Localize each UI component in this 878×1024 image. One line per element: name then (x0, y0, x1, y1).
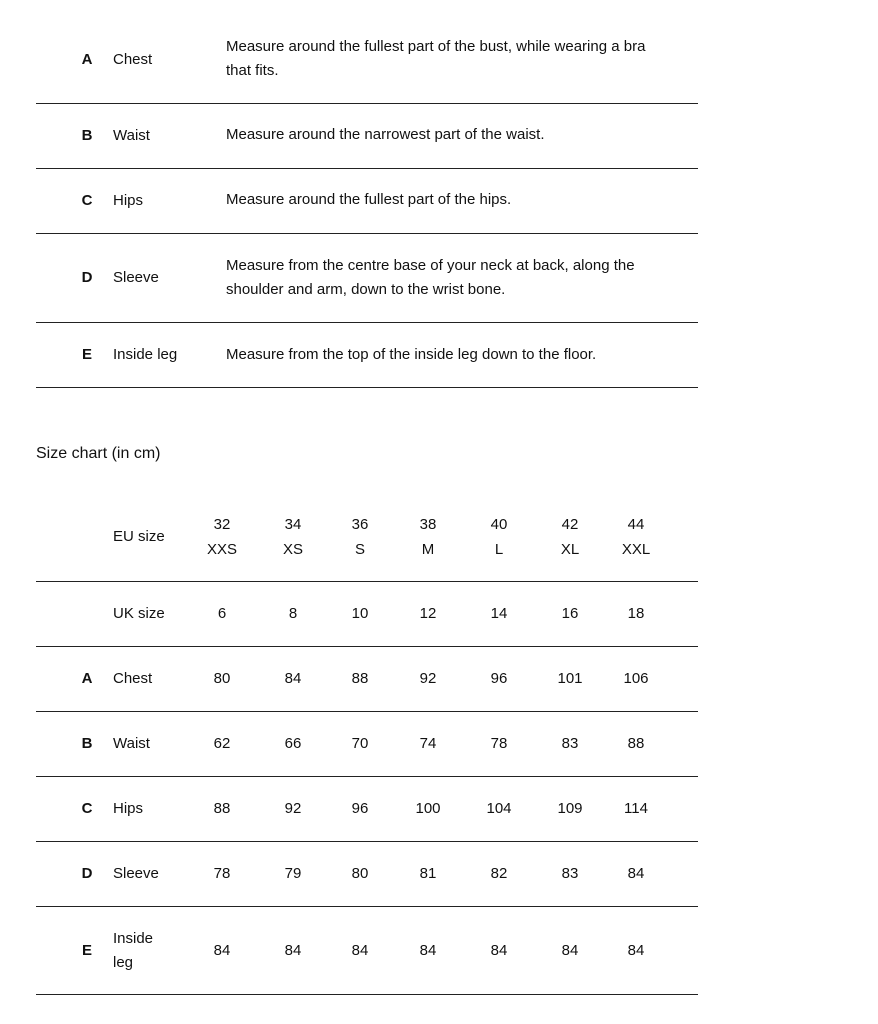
uk-size: 8 (288, 605, 298, 622)
eu-size: 32 (213, 516, 231, 533)
measurement-name: Sleeve (113, 269, 159, 286)
eu-size: 44 (627, 516, 645, 533)
row-label: Chest (113, 670, 153, 687)
measurement-letter: E (81, 346, 92, 363)
uk-size: 6 (217, 605, 227, 622)
table-cell: 101 (557, 670, 583, 687)
table-cell: 88 (213, 800, 231, 817)
hips-row (36, 777, 698, 842)
table-cell: 81 (419, 865, 437, 882)
table-cell: 100 (415, 800, 441, 817)
table-cell: 70 (351, 735, 369, 752)
measurement-letter: A (81, 51, 93, 68)
measurement-letter: C (81, 192, 93, 209)
eu-size: 34 (284, 516, 302, 533)
uk-size: 16 (561, 605, 579, 622)
eu-size: 42 (561, 516, 579, 533)
measurement-name: Hips (113, 192, 144, 209)
table-cell: 83 (561, 865, 579, 882)
eu-size: 38 (419, 516, 437, 533)
table-cell: 84 (213, 942, 231, 959)
measurement-name: Inside leg (113, 346, 178, 363)
table-cell: 82 (490, 865, 508, 882)
uk-size: 10 (351, 605, 369, 622)
waist-row (36, 712, 698, 777)
table-cell: 88 (627, 735, 645, 752)
table-cell: 84 (490, 942, 508, 959)
table-cell: 80 (213, 670, 231, 687)
table-cell: 78 (213, 865, 231, 882)
table-cell: 80 (351, 865, 369, 882)
size-chart-title: Size chart (in cm) (36, 445, 161, 462)
table-cell: 84 (351, 942, 369, 959)
measurement-letter: A (81, 670, 93, 687)
measurement-description: Measure from the top of the inside leg down to the floor. (226, 346, 597, 363)
table-cell: 84 (284, 942, 302, 959)
measurement-description: Measure from the centre base of your neck at back, along the shoulder and arm, down to the wrist bone. (226, 257, 635, 298)
table-cell: 114 (624, 800, 648, 817)
table-cell: 84 (627, 865, 645, 882)
table-cell: 84 (284, 670, 302, 687)
table-cell: 84 (561, 942, 579, 959)
row-label: Waist (113, 735, 150, 752)
letter-size: XXL (621, 541, 651, 558)
table-cell: 88 (351, 670, 369, 687)
table-cell: 83 (561, 735, 579, 752)
chest-row (36, 647, 698, 712)
measurement-letter: B (81, 127, 93, 144)
letter-size: M (421, 541, 435, 558)
measurement-name: Waist (113, 127, 150, 144)
table-cell: 96 (351, 800, 369, 817)
table-cell: 96 (490, 670, 508, 687)
row-label: EU size (113, 528, 165, 545)
letter-size: XL (560, 541, 580, 558)
table-cell: 79 (284, 865, 302, 882)
row-label: UK size (113, 605, 165, 622)
measurement-description: Measure around the fullest part of the bust, while wearing a bra that fits. (226, 38, 646, 79)
table-cell: 84 (419, 942, 437, 959)
table-cell: 104 (486, 800, 512, 817)
table-cell: 78 (490, 735, 508, 752)
uk-size: 12 (419, 605, 437, 622)
measurement-row-chest (36, 0, 698, 104)
sleeve-row (36, 842, 698, 907)
letter-size: XS (282, 541, 303, 558)
measurement-row-waist (36, 104, 698, 169)
measurement-name: Chest (113, 51, 153, 68)
uk-size-row (36, 582, 698, 647)
measurement-description: Measure around the narrowest part of the waist. (226, 126, 545, 143)
row-label: Inside leg (113, 930, 154, 971)
table-cell: 62 (213, 735, 231, 752)
measurement-letter: D (81, 865, 93, 882)
measurement-letter: D (81, 269, 93, 286)
table-cell: 66 (284, 735, 302, 752)
measurement-letter: C (81, 800, 93, 817)
measurement-row-hips (36, 169, 698, 234)
letter-size: S (354, 541, 365, 558)
table-cell: 74 (419, 735, 437, 752)
table-cell: 109 (557, 800, 583, 817)
measurement-letter: B (81, 735, 93, 752)
inside-leg-row (36, 907, 698, 995)
row-label: Sleeve (113, 865, 159, 882)
eu-size: 40 (490, 516, 508, 533)
uk-size: 18 (627, 605, 645, 622)
measurement-description: Measure around the fullest part of the hips. (226, 191, 512, 208)
table-cell: 106 (623, 670, 649, 687)
measurement-row-inside-leg (36, 323, 698, 388)
table-cell: 92 (419, 670, 437, 687)
table-cell: 92 (284, 800, 302, 817)
letter-size: L (494, 541, 504, 558)
measurement-row-sleeve (36, 234, 698, 323)
eu-size-row (36, 500, 698, 582)
uk-size: 14 (490, 605, 508, 622)
measurement-letter: E (81, 942, 92, 959)
letter-size: XXS (206, 541, 237, 558)
eu-size: 36 (351, 516, 369, 533)
row-label: Hips (113, 800, 144, 817)
table-cell: 84 (627, 942, 645, 959)
